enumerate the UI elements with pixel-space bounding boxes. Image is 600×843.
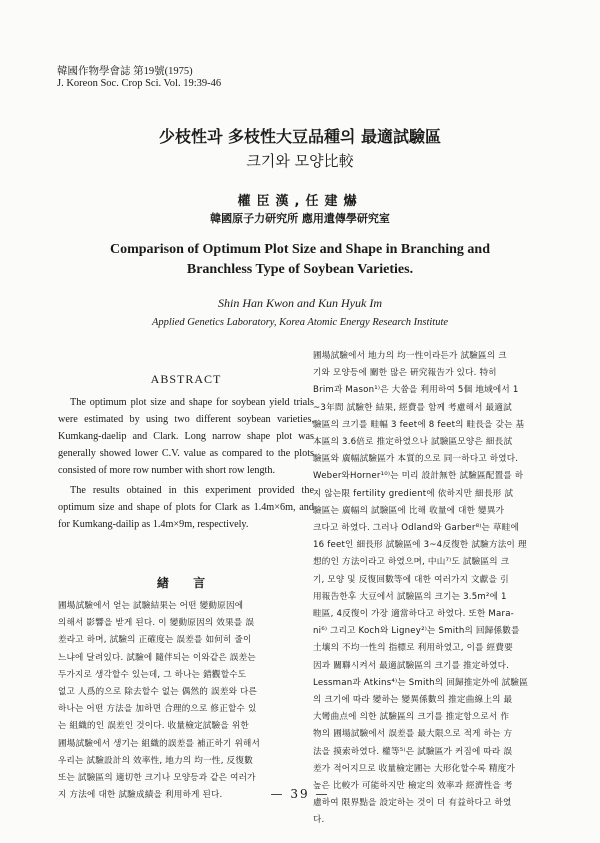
text-line: 本區의 3.6倍로 推定하였으나 試驗區모양은 細長試 — [313, 437, 513, 448]
text-line: 지 方法에 대한 試驗成績을 利用하게 된다. — [58, 790, 223, 801]
intro-body — [58, 598, 316, 804]
text-line: 圃場試驗에서 地力의 均一性이라든가 試驗區의 크 — [313, 351, 507, 361]
affiliation-en: Applied Genetics Laboratory, Korea Atomic Energy Research Institute — [151, 317, 449, 328]
text-line: 畦區, 4反復이 가장 適當하다고 하였다. 또한 Mara- — [313, 609, 514, 620]
text-line: 物의 圃場試驗에서 誤差를 最大限으로 적게 하는 方 — [313, 729, 513, 740]
text-line: 의해서 影響을 받게 된다. 이 變動原因의 效果를 誤 — [58, 618, 255, 629]
text-line: 없고 人爲的으로 除去할수 없는 偶然的 誤差와 다른 — [58, 687, 258, 698]
text-line: ~3年間 試驗한 結果, 經費를 함께 考慮해서 最適試 — [313, 402, 512, 413]
text-line: 는 組織的인 誤差인 것이다. 收量檢定試驗을 위한 — [58, 721, 249, 732]
text-line: 驗區는 廣幅의 試驗區에 比해 收量에 대한 變異가 — [313, 505, 505, 516]
title-kr-line1: 少枝性과 多枝性大豆品種의 最適試驗區 — [158, 127, 442, 146]
page-number: — 39 — — [270, 787, 330, 801]
text-line: 因과 關聯시켜서 最適試驗區의 크기를 推定하였다. — [313, 660, 510, 671]
text-line: 驗區의 크기를 畦幅 3 feet에 8 feet의 畦長을 갖는 基 — [313, 419, 525, 430]
text-line: 의 크기에 따라 變하는 變異係數의 推定曲線上의 最 — [313, 695, 513, 706]
text-line: 想的인 方法이라고 하였으며, 中山⁷⁾도 試驗區의 크 — [313, 557, 510, 568]
text-line: 다. — [313, 815, 325, 826]
abstract-heading: ABSTRACT — [150, 372, 222, 386]
journal-line-en: J. Koreon Soc. Crop Sci. Vol. 19:39-46 — [57, 78, 222, 89]
authors-kr: 權臣漢,任建爀 — [237, 194, 363, 209]
text-line: 하나는 어떤 方法을 加하면 合理的으로 修正할수 있 — [58, 704, 257, 715]
text-line: 差가 적어지므로 收量檢定圃는 大形化할수록 精度가 — [313, 763, 515, 774]
text-line: 慮하여 限界點을 設定하는 것이 더 有益하다고 하였 — [313, 798, 512, 809]
text-line: 圃場試驗에서 얻는 試驗結果는 어떤 變動原因에 — [58, 601, 244, 611]
text-line: Weber와Horner¹⁰⁾는 미리 設計無한 試驗區配置를 하 — [313, 471, 524, 482]
authors-en: Shin Han Kwon and Kun Hyuk Im — [218, 296, 382, 310]
text-line: Lessman과 Atkins⁴⁾는 Smith의 回歸推定外에 試驗區 — [313, 677, 529, 688]
abstract-body — [58, 394, 314, 533]
journal-header — [57, 66, 221, 90]
abstract-para-1: The optimum plot size and shape for soybean yield trials were estimated by using two different soybean varieties, Kumkang-daelip and Clark. Long narrow shape plot was generally showed lower C.V. value as compared to the plots consisted of more row number with short row length. — [58, 397, 314, 476]
journal-line-kr: 韓國作物學會誌 第19號(1975) — [57, 66, 193, 77]
text-line: 驗區와 廣幅試驗區가 本質的으로 同一하다고 하였다. — [313, 454, 519, 465]
text-line: 圃場試驗에서 생기는 組織的誤差를 補正하기 위해서 — [58, 738, 260, 749]
title-kr-line2: 크기와 모양比較 — [246, 152, 354, 170]
text-line: 기, 모양 및 反復回數等에 대한 여러가지 文獻을 引 — [313, 574, 509, 585]
affiliation-kr: 韓國原子力研究所 應用遺傳學研究室 — [210, 212, 390, 225]
title-en-line1: Comparison of Optimum Plot Size and Shape in Branching and — [109, 242, 490, 257]
text-line: ni⁶⁾ 그리고 Koch와 Ligney²⁾는 Smith의 回歸係數를 — [313, 626, 520, 637]
text-line: 느냐에 달려있다. 試驗에 隨伴되는 이와같은 誤差는 — [58, 652, 256, 663]
intro-heading: 緖 言 — [156, 576, 216, 590]
text-line: 높은 比較가 可能하지만 檢定의 效率과 經濟性을 考 — [313, 781, 513, 792]
text-line: 또는 試驗區의 適切한 크기나 모양등과 같은 여러가 — [58, 773, 256, 784]
text-line: 土壤의 不均一性의 指標로 利用하였고, 이를 經費要 — [313, 643, 513, 654]
text-line: Brim과 Mason¹⁾은 大쓤을 利用하여 5個 地域에서 1 — [313, 385, 519, 396]
text-line: 두가지로 생각할수 있는데, 그 하나는 錯觀할수도 — [58, 669, 247, 680]
abstract-para-2: The results obtained in this experiment provided the optimum size and shape of plots for Clark as 1.4m×6m, and for Kumkang-dailip as 1.4m×9m, respectively. — [58, 485, 314, 530]
right-column-body — [313, 348, 553, 830]
title-en — [0, 240, 600, 280]
text-line: 法을 摸索하였다. 權等⁵⁾은 試驗區가 커짐에 따라 誤 — [313, 746, 513, 757]
text-line: 16 feet인 細長形 試驗區에 3~4反復한 試驗方法이 理 — [313, 540, 527, 551]
text-line: 大彎曲点에 의한 試驗區의 크기를 推定함으로서 作 — [313, 712, 510, 723]
text-line: 差라고 하며, 試驗의 正確度는 誤差를 如何히 줄이 — [58, 635, 252, 646]
text-line: 지 않는限 fertility gredient에 依하지만 細長形 試 — [313, 488, 514, 499]
text-line: 用報告한후 大豆에서 試驗區의 크기는 3.5m²에 1 — [313, 591, 507, 602]
text-line: 기와 모양등에 關한 많은 硏究報告가 있다. 特히 — [313, 368, 497, 379]
text-line: 우리는 試驗設計의 效率性, 地力의 均一性, 反復數 — [58, 755, 253, 766]
text-line: 크다고 하였다. 그러나 Odland와 Garber⁸⁾는 草畦에 — [313, 523, 520, 534]
title-en-line2: Branchless Type of Soybean Varieties. — [186, 262, 414, 277]
